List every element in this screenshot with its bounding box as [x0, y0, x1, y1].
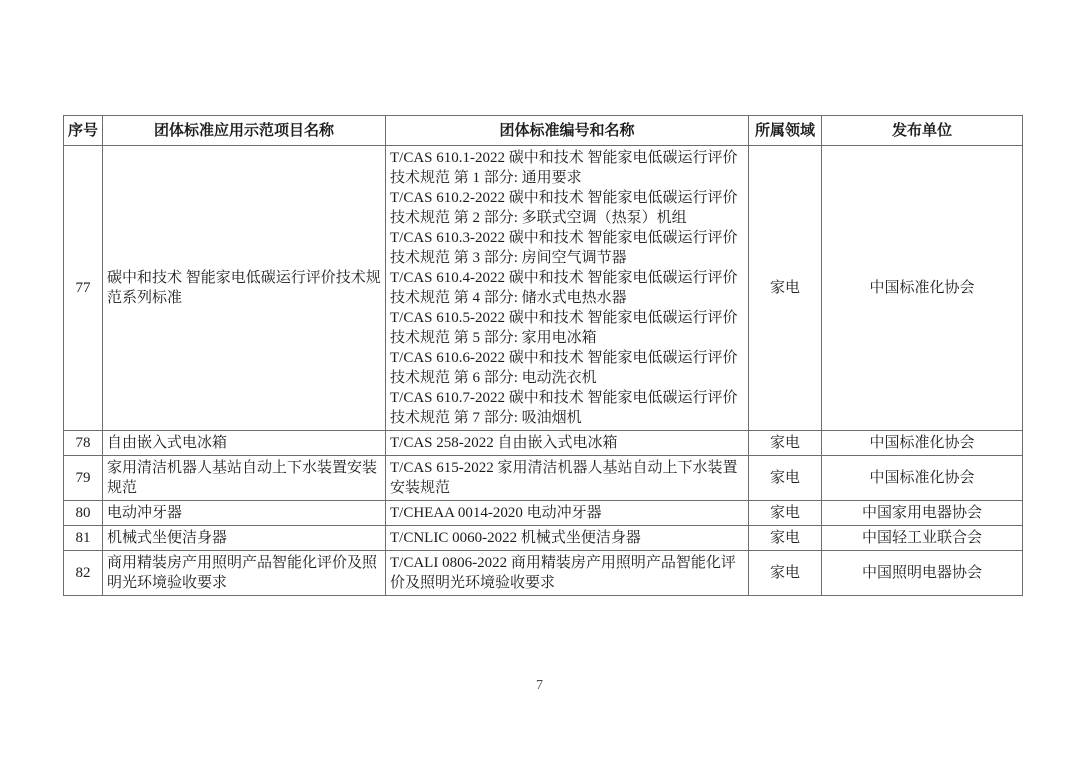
cell-standards [386, 501, 749, 526]
table-row [64, 456, 1023, 501]
cell-project-name: 商用精装房产用照明产品智能化评价及照明光环境验收要求 [103, 551, 386, 596]
cell-serial-no: 79 [64, 456, 103, 501]
standard-entry: T/CAS 610.3-2022 碳中和技术 智能家电低碳运行评价技术规范 第 3 部分: 房间空气调节器 [390, 230, 738, 266]
standard-entry: T/CAS 610.7-2022 碳中和技术 智能家电低碳运行评价技术规范 第 7 部分: 吸油烟机 [390, 390, 738, 426]
page-number: 7 [536, 678, 544, 693]
cell-field: 家电 [749, 551, 822, 596]
standards-table [63, 115, 1023, 596]
col-header-serial-no: 序号 [64, 116, 103, 146]
cell-project-name: 家用清洁机器人基站自动上下水装置安装规范 [103, 456, 386, 501]
cell-serial-no: 82 [64, 551, 103, 596]
cell-publisher: 中国标准化协会 [822, 146, 1023, 431]
cell-field: 家电 [749, 501, 822, 526]
cell-field: 家电 [749, 526, 822, 551]
cell-field: 家电 [749, 146, 822, 431]
standard-entry: T/CHEAA 0014-2020 电动冲牙器 [390, 505, 602, 521]
table-header-row [64, 116, 1023, 146]
cell-standards [386, 526, 749, 551]
col-header-publisher: 发布单位 [822, 116, 1023, 146]
cell-serial-no: 78 [64, 431, 103, 456]
cell-project-name: 自由嵌入式电冰箱 [103, 431, 386, 456]
table-body [64, 146, 1023, 596]
cell-field: 家电 [749, 431, 822, 456]
table-row [64, 551, 1023, 596]
cell-standards [386, 431, 749, 456]
standard-entry: T/CAS 610.6-2022 碳中和技术 智能家电低碳运行评价技术规范 第 6 部分: 电动洗衣机 [390, 350, 738, 386]
cell-standards [386, 146, 749, 431]
cell-serial-no: 80 [64, 501, 103, 526]
standard-entry: T/CAS 615-2022 家用清洁机器人基站自动上下水装置安装规范 [390, 460, 738, 496]
cell-standards [386, 551, 749, 596]
table-row [64, 501, 1023, 526]
standard-entry: T/CALI 0806-2022 商用精装房产用照明产品智能化评价及照明光环境验收要求 [390, 555, 736, 591]
standard-entry: T/CAS 610.2-2022 碳中和技术 智能家电低碳运行评价技术规范 第 2 部分: 多联式空调（热泵）机组 [390, 190, 738, 226]
cell-project-name: 机械式坐便洁身器 [103, 526, 386, 551]
cell-publisher: 中国标准化协会 [822, 456, 1023, 501]
cell-publisher: 中国照明电器协会 [822, 551, 1023, 596]
cell-field: 家电 [749, 456, 822, 501]
cell-project-name: 碳中和技术 智能家电低碳运行评价技术规范系列标准 [103, 146, 386, 431]
cell-project-name: 电动冲牙器 [103, 501, 386, 526]
cell-publisher: 中国家用电器协会 [822, 501, 1023, 526]
standard-entry: T/CAS 610.1-2022 碳中和技术 智能家电低碳运行评价技术规范 第 1 部分: 通用要求 [390, 150, 738, 186]
table-row [64, 526, 1023, 551]
standard-entry: T/CAS 610.4-2022 碳中和技术 智能家电低碳运行评价技术规范 第 4 部分: 储水式电热水器 [390, 270, 738, 306]
cell-publisher: 中国标准化协会 [822, 431, 1023, 456]
standard-entry: T/CAS 610.5-2022 碳中和技术 智能家电低碳运行评价技术规范 第 5 部分: 家用电冰箱 [390, 310, 738, 346]
standard-entry: T/CAS 258-2022 自由嵌入式电冰箱 [390, 435, 618, 451]
cell-publisher: 中国轻工业联合会 [822, 526, 1023, 551]
cell-standards [386, 456, 749, 501]
col-header-field: 所属领域 [749, 116, 822, 146]
cell-serial-no: 81 [64, 526, 103, 551]
col-header-project-name: 团体标准应用示范项目名称 [103, 116, 386, 146]
standard-entry: T/CNLIC 0060-2022 机械式坐便洁身器 [390, 530, 641, 546]
table-row [64, 146, 1023, 431]
cell-serial-no: 77 [64, 146, 103, 431]
col-header-standard-number-name: 团体标准编号和名称 [386, 116, 749, 146]
table-row [64, 431, 1023, 456]
